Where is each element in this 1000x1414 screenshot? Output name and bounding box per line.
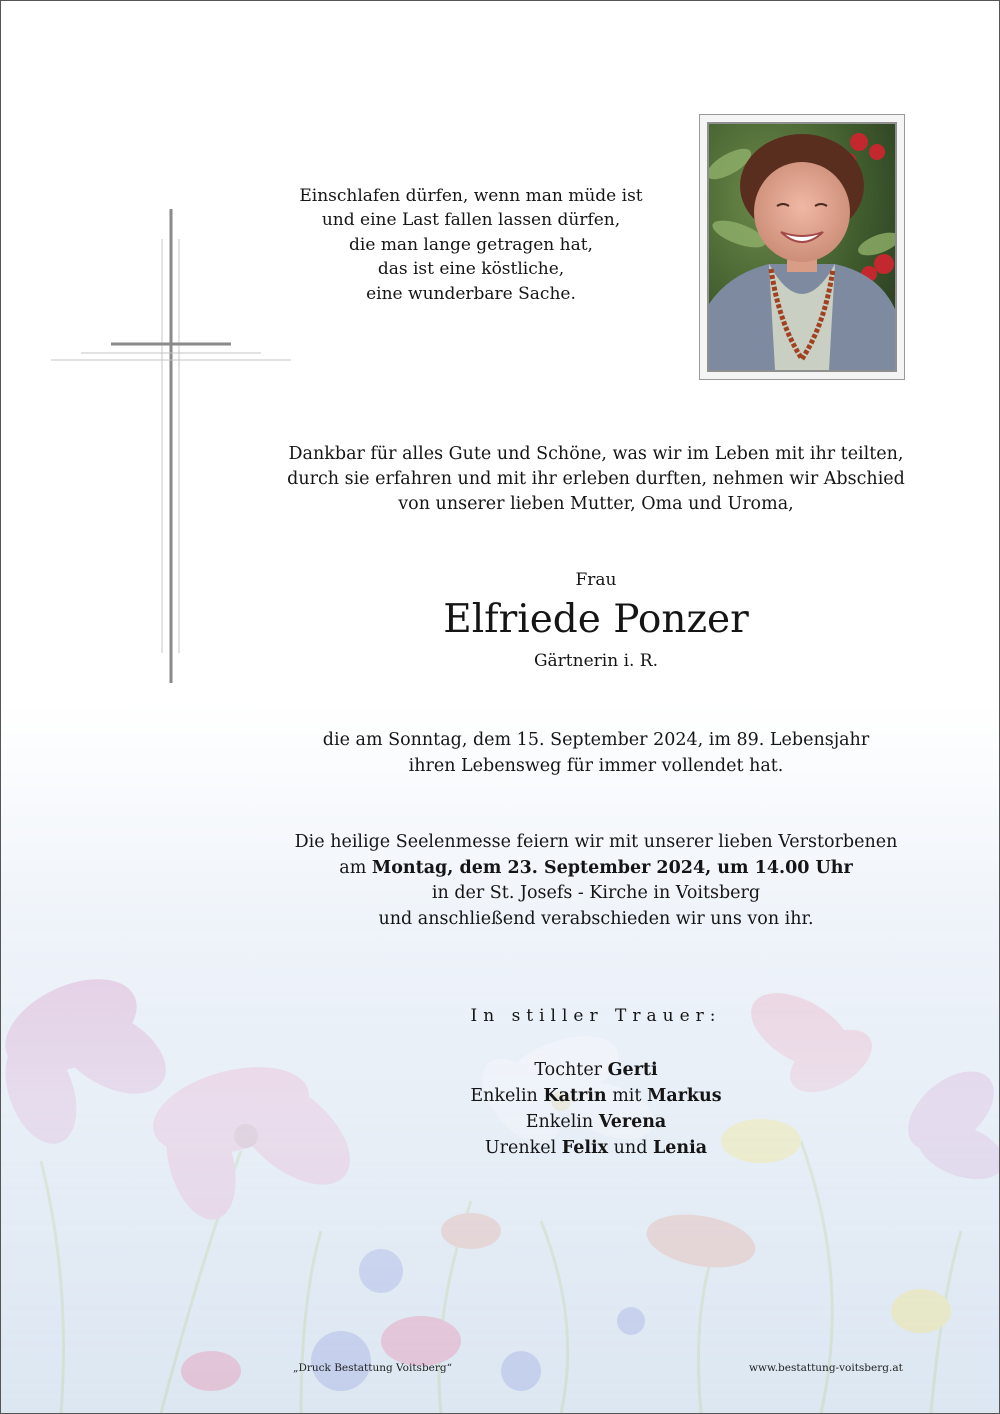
death-notice-line: die am Sonntag, dem 15. September 2024, im 89. Lebensjahr [322, 730, 870, 750]
family-name: Lenia [652, 1138, 708, 1158]
family-member [341, 1083, 851, 1109]
family-name: Verena [598, 1112, 667, 1132]
thanks-paragraph [241, 442, 951, 517]
family-member [341, 1135, 851, 1161]
thanks-line: von unserer lieben Mutter, Oma und Uroma, [398, 494, 794, 514]
portrait-frame [699, 114, 905, 380]
poem-line: die man lange getragen hat, [349, 234, 593, 255]
mass-line-3: in der St. Josefs - Kirche in Voitsberg [431, 883, 761, 903]
family-name: Markus [647, 1086, 722, 1106]
mass-info [241, 830, 951, 932]
poem-line: Einschlafen dürfen, wenn man müde ist [299, 186, 643, 206]
poem-line: und eine Last fallen lassen dürfen, [321, 210, 621, 231]
deceased-profession: Gärtnerin i. R. [533, 651, 659, 671]
family-text: und [608, 1138, 653, 1158]
mass-line-1: Die heilige Seelenmesse feiern wir mit unserer lieben Verstorbenen [294, 832, 898, 852]
thanks-line: durch sie erfahren und mit ihr erleben durften, nehmen wir Abschied [287, 469, 905, 489]
family-text: Tochter [534, 1060, 608, 1080]
poem [261, 184, 681, 306]
family-list [341, 1057, 851, 1161]
family-name: Katrin [543, 1086, 607, 1106]
death-notice [241, 728, 951, 779]
poem-line: eine wunderbare Sache. [366, 283, 576, 304]
footer-printer: „Druck Bestattung Voitsberg“ [293, 1362, 452, 1374]
thanks-line: Dankbar für alles Gute und Schöne, was wir im Leben mit ihr teilten, [288, 444, 904, 464]
family-text: mit [606, 1086, 647, 1106]
family-name: Felix [561, 1138, 609, 1158]
portrait-photo [707, 122, 897, 372]
footer-website[interactable]: www.bestattung-voitsberg.at [749, 1362, 903, 1374]
family-name: Gerti [607, 1060, 658, 1080]
family-member [341, 1109, 851, 1135]
family-member [341, 1057, 851, 1083]
mass-date: Montag, dem 23. September 2024, um 14.00 Uhr [371, 857, 853, 878]
mass-line-4: und anschließend verabschieden wir uns von ihr. [378, 908, 814, 929]
salutation: Frau [575, 570, 617, 590]
family-text: Enkelin [525, 1112, 599, 1132]
deceased-name: Elfriede Ponzer [443, 597, 749, 642]
family-text: Urenkel [484, 1138, 562, 1158]
mass-date-prefix: am [339, 857, 372, 878]
mourning-heading: In stiller Trauer: [470, 1006, 722, 1026]
mass-line-2 [241, 856, 951, 882]
poem-line: das ist eine köstliche, [377, 259, 565, 280]
family-text: Enkelin [470, 1086, 544, 1106]
death-notice-line: ihren Lebensweg für immer vollendet hat. [408, 755, 784, 776]
